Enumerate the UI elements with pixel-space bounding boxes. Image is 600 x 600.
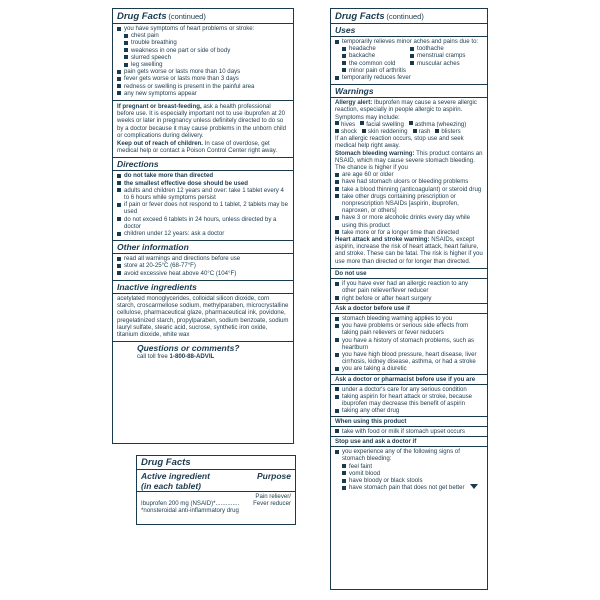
list-item: you have problems or serious side effects from taking pain relievers or fever reducers bbox=[335, 322, 483, 336]
children-bold: Keep out of reach of children. bbox=[117, 140, 203, 148]
warnings-section bbox=[331, 85, 487, 97]
pregnancy-text: ask a health professional before use. It is especially important not to use ibuprofen at 20 weeks or later in pregnancy unless definitely directed to do so by a doctor because it may cause problems in the unborn child or complications during delivery. bbox=[117, 103, 287, 139]
list-item: pain gets worse or lasts more than 10 days bbox=[117, 68, 289, 75]
active-ingredient-headings bbox=[137, 470, 295, 491]
list-item bbox=[335, 484, 483, 491]
uses-grid-row bbox=[335, 52, 483, 59]
list-item: read all warnings and directions before use bbox=[117, 255, 289, 262]
list-item: muscular aches bbox=[403, 60, 460, 67]
list-item: you have a history of stomach problems, such as heartburn bbox=[335, 337, 483, 351]
symptom-item bbox=[435, 128, 460, 135]
right-panel-continued: (continued) bbox=[386, 12, 424, 21]
list-item: redness or swelling is present in the painful area bbox=[117, 83, 289, 90]
list-item: the smallest effective dose should be used bbox=[117, 180, 289, 187]
list-item: right before or after heart surgery bbox=[335, 295, 483, 302]
symptom-item bbox=[360, 121, 404, 128]
allergy-after-text: If an allergic reaction occurs, stop use and seek medical help right away. bbox=[335, 135, 464, 150]
children-warning bbox=[113, 140, 293, 155]
bullet-square-icon bbox=[360, 121, 364, 125]
symptom-item bbox=[335, 128, 357, 135]
ingredient-name: Ibuprofen 200 mg (NSAID)* bbox=[141, 500, 216, 508]
active-ingredient-subheading: (in each tablet) bbox=[141, 481, 201, 491]
list-item: take a blood thinning (anticoagulant) or steroid drug bbox=[335, 186, 483, 193]
pregnancy-bold: If pregnant or breast-feeding, bbox=[117, 103, 202, 111]
children-text: In case of overdose, get medical help or contact a Poison Control Center right away. bbox=[117, 140, 278, 155]
ingredient-leader-dots: .............. bbox=[215, 500, 240, 508]
bullet-square-icon bbox=[335, 121, 339, 125]
nsaid-footnote: *nonsteroidal anti-inflammatory drug bbox=[141, 507, 239, 515]
list-item: stomach bleeding warning applies to you bbox=[335, 315, 483, 322]
down-triangle-icon bbox=[470, 484, 478, 489]
uses-grid-row bbox=[335, 60, 483, 67]
right-panel-header bbox=[331, 9, 487, 23]
list-item bbox=[335, 477, 483, 484]
questions-title: Questions or comments? bbox=[137, 343, 240, 354]
list-item: fever gets worse or lasts more than 3 days bbox=[117, 75, 289, 82]
symptom-item bbox=[335, 121, 355, 128]
uses-list bbox=[331, 37, 487, 82]
list-item: taking any other drug bbox=[335, 407, 483, 414]
list-item: menstrual cramps bbox=[403, 52, 465, 59]
uses-grid bbox=[335, 45, 483, 67]
list-item: if you have ever had an allergic reaction to any other pain reliever/fever reducer bbox=[335, 280, 483, 294]
left-panel-header bbox=[113, 9, 293, 23]
list-item: do not take more than directed bbox=[117, 172, 289, 179]
inactive-ingredients-section bbox=[113, 281, 293, 293]
left-panel-title: Drug Facts bbox=[117, 11, 167, 22]
list-item: toothache bbox=[403, 45, 444, 52]
ingredient-purpose: Pain reliever/ Fever reducer bbox=[253, 493, 291, 508]
ask-doctor-title: Ask a doctor before use if bbox=[335, 304, 410, 312]
list-item bbox=[335, 463, 483, 470]
uses-arthritis: minor pain of arthritis bbox=[335, 67, 483, 74]
directions-list bbox=[113, 171, 293, 238]
symptom-label: hives bbox=[341, 120, 356, 128]
when-using-section bbox=[331, 417, 487, 426]
other-information-title: Other information bbox=[117, 242, 189, 253]
list-item: do not exceed 6 tablets in 24 hours, unless directed by a doctor bbox=[117, 216, 289, 230]
bullet-square-icon bbox=[413, 129, 417, 133]
uses-section bbox=[331, 24, 487, 36]
heart-warning-text: NSAIDs, except aspirin, increase the risk of heart attack, heart failure, and stroke. These can be fatal. The risk is higher if you use more than directed or for longer than directed. bbox=[335, 236, 483, 265]
uses-grid-row bbox=[335, 45, 483, 52]
stomach-risk-list bbox=[335, 171, 483, 236]
other-information-list bbox=[113, 254, 293, 278]
ask-doctor-list bbox=[331, 314, 487, 374]
stop-use-item-label: vomit blood bbox=[349, 469, 381, 477]
ask-pharmacist-list bbox=[331, 385, 487, 416]
list-item: have 3 or more alcoholic drinks every day while using this product bbox=[335, 214, 483, 228]
uses-title: Uses bbox=[335, 25, 356, 35]
list-item: store at 20-25°C (68-77°F) bbox=[117, 262, 289, 269]
list-item: take with food or milk if stomach upset occurs bbox=[335, 428, 483, 435]
stop-use-list bbox=[331, 447, 487, 492]
list-item: take more or for a longer time than directed bbox=[335, 229, 483, 236]
symptom-item bbox=[409, 121, 466, 128]
ask-doctor-section bbox=[331, 304, 487, 313]
uses-fever: temporarily reduces fever bbox=[335, 74, 483, 81]
list-item: chest pain bbox=[117, 32, 289, 39]
inactive-ingredients-text: acetylated monoglycerides, colloidal silicon dioxide, corn starch, croscarmellose sodium, methylparaben, microcrystalline cellulose, pharmaceutical glaze, pharmaceutical ink, povidone, pregelatinized starch, propylparaben, sodium benzoate, sodium lauryl sulfate, stearic acid, sucrose, synthetic iron oxide, titanium dioxide, white wax bbox=[117, 294, 289, 338]
symptom-label: asthma (wheezing) bbox=[414, 120, 467, 128]
left-drug-facts-panel bbox=[112, 8, 294, 444]
list-item: any new symptoms appear bbox=[117, 90, 289, 97]
right-panel-title: Drug Facts bbox=[335, 11, 385, 22]
list-item: take other drugs containing prescription or nonprescription NSAIDs [aspirin, ibuprofen, naproxen, or others] bbox=[335, 193, 483, 215]
stomach-warning-bold: Stomach bleeding warning: bbox=[335, 149, 415, 157]
symptom-label: facial swelling bbox=[366, 120, 404, 128]
list-item: leg swelling bbox=[117, 61, 289, 68]
questions-section bbox=[113, 342, 293, 361]
bullet-square-icon bbox=[362, 129, 366, 133]
list-item: backache bbox=[335, 52, 403, 59]
directions-title: Directions bbox=[117, 159, 159, 170]
do-not-use-list bbox=[331, 279, 487, 303]
left-panel-continued: (continued) bbox=[168, 12, 206, 21]
list-item: are age 60 or older bbox=[335, 171, 483, 178]
list-item: have had stomach ulcers or bleeding problems bbox=[335, 178, 483, 185]
symptom-label: skin reddening bbox=[367, 128, 408, 136]
stop-use-title: Stop use and ask a doctor if bbox=[335, 437, 417, 445]
when-using-title: When using this product bbox=[335, 417, 407, 425]
warnings-title: Warnings bbox=[335, 86, 374, 97]
list-item: if pain or fever does not respond to 1 tablet, 2 tablets may be used bbox=[117, 201, 289, 215]
questions-phone: 1-800-88-ADVIL bbox=[169, 353, 215, 361]
purpose-heading: Purpose bbox=[256, 471, 291, 481]
list-item: trouble breathing bbox=[117, 39, 289, 46]
bullet-square-icon bbox=[409, 121, 413, 125]
stop-use-item-label: feel faint bbox=[349, 462, 373, 470]
symptoms-row-2 bbox=[335, 128, 483, 135]
do-not-use-title: Do not use bbox=[335, 269, 367, 277]
list-item: adults and children 12 years and over: take 1 tablet every 4 to 6 hours while symptoms persist bbox=[117, 187, 289, 201]
stop-use-intro: you experience any of the following signs of stomach bleeding: bbox=[335, 448, 483, 462]
active-ingredient-heading: Active ingredient bbox=[141, 471, 210, 481]
list-item: headache bbox=[335, 45, 403, 52]
symptom-label: rash bbox=[418, 128, 431, 136]
list-item: under a doctor's care for any serious condition bbox=[335, 386, 483, 393]
do-not-use-section bbox=[331, 269, 487, 278]
list-item bbox=[335, 470, 483, 477]
stop-use-section bbox=[331, 437, 487, 446]
symptom-label: blisters bbox=[441, 128, 461, 136]
allergy-alert-text: Ibuprofen may cause a severe allergic reaction, especially in people allergic to aspirin. Symptoms may include: bbox=[335, 99, 477, 121]
list-item: you have symptoms of heart problems or stroke: bbox=[117, 25, 289, 32]
bullet-square-icon bbox=[435, 129, 439, 133]
symptom-item bbox=[413, 128, 431, 135]
stop-use-item-label: have bloody or black stools bbox=[349, 476, 423, 484]
symptom-label: shock bbox=[341, 128, 357, 136]
heart-warning-bold: Heart attack and stroke warning: bbox=[335, 236, 430, 244]
allergy-alert-bold: Allergy alert: bbox=[335, 99, 373, 107]
ask-pharmacist-title: Ask a doctor or pharmacist before use if you are bbox=[335, 375, 476, 383]
uses-intro: temporarily relieves minor aches and pains due to: bbox=[335, 38, 483, 45]
stomach-warning-text: This product contains an NSAID, which may cause severe stomach bleeding. The chance is higher if you bbox=[335, 149, 483, 172]
right-drug-facts-panel bbox=[330, 8, 488, 590]
directions-section bbox=[113, 158, 293, 170]
list-item: weakness in one part or side of body bbox=[117, 47, 289, 54]
list-item: children under 12 years: ask a doctor bbox=[117, 230, 289, 237]
list-item: you are taking a diuretic bbox=[335, 365, 483, 372]
symptom-item bbox=[362, 128, 408, 135]
list-item: avoid excessive heat above 40°C (104°F) bbox=[117, 270, 289, 277]
other-information-section bbox=[113, 241, 293, 253]
inactive-ingredients-title: Inactive ingredients bbox=[117, 281, 197, 292]
bottom-panel-title: Drug Facts bbox=[141, 457, 191, 468]
heart-symptoms-list bbox=[113, 24, 293, 98]
stop-use-item-label: have stomach pain that does not get better bbox=[349, 484, 465, 492]
list-item: you have high blood pressure, heart disease, liver cirrhosis, kidney disease, asthma, or had a stroke bbox=[335, 351, 483, 365]
list-item: taking aspirin for heart attack or stroke, because ibuprofen may decrease this benefit of aspirin bbox=[335, 393, 483, 407]
list-item: the common cold bbox=[335, 60, 403, 67]
active-ingredient-panel bbox=[136, 455, 296, 525]
bullet-square-icon bbox=[335, 129, 339, 133]
allergy-alert bbox=[331, 98, 487, 266]
ingredient-row bbox=[137, 492, 295, 507]
pregnancy-warning bbox=[113, 101, 293, 140]
ask-pharmacist-section bbox=[331, 375, 487, 384]
when-using-list bbox=[331, 427, 487, 436]
symptoms-row-1 bbox=[335, 121, 483, 128]
questions-call-prefix: call toll free bbox=[137, 353, 168, 361]
list-item: slurred speech bbox=[117, 54, 289, 61]
